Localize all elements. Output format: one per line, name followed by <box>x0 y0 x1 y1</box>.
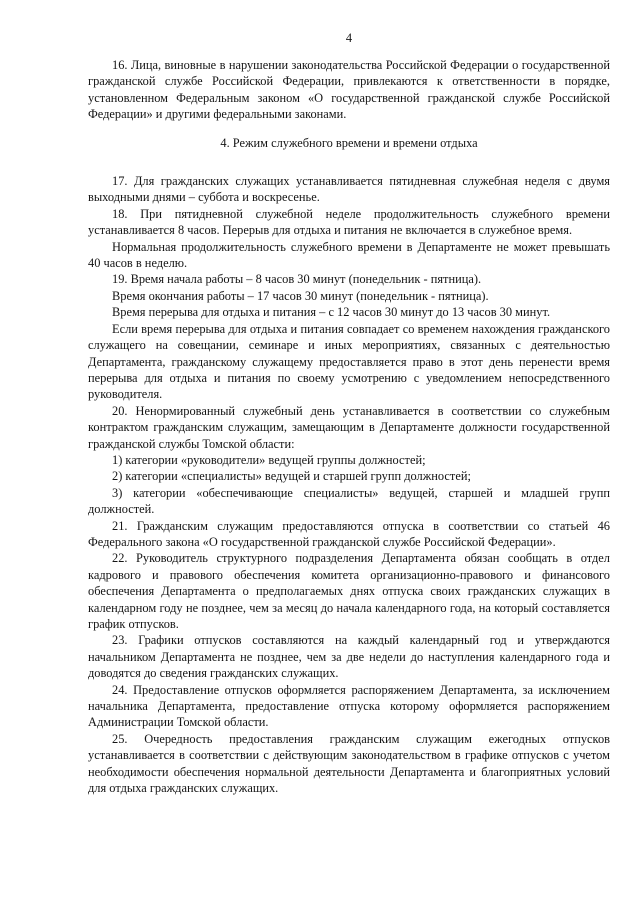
page-number: 4 <box>345 31 353 45</box>
paragraph-22: 22. Руководитель структурного подразделения Департамента обязан сообщать в отдел кадрового и правового обеспечения комитета организационно-правового и финансового обеспечения Департамента о предполагаемых днях отпуска своих гражданских служащих в календарном году не позднее, чем за месяц до начала календарного года, на который составляется график отпусков. <box>88 551 610 631</box>
paragraph-19-start-time: 19. Время начала работы – 8 часов 30 минут (понедельник - пятница). <box>112 272 482 287</box>
paragraph-20: 20. Ненормированный служебный день устанавливается в соответствии со служебным контрактом гражданским служащим, замещающим в Департаменте должности государственной гражданской службы Томской области: <box>88 403 610 451</box>
paragraph-17: 17. Для гражданских служащих устанавливается пятидневная служебная неделя с двумя выходными днями – суббота и воскресенье. <box>88 174 610 205</box>
paragraph-18: 18. При пятидневной служебной неделе продолжительность служебного времени устанавливается 8 часов. Перерыв для отдыха и питания не включается в служебное время. <box>88 206 610 238</box>
list-item-1: 1) категории «руководители» ведущей группы должностей; <box>112 452 426 467</box>
paragraph-16: 16. Лица, виновные в нарушении законодательства Российской Федерации о государственной гражданской службе Российской Федерации, привлекаются к ответственности в порядке, установленном Федеральным законом «О государственной гражданской службе Российской Федерации» и другими федеральными законами. <box>88 58 610 122</box>
paragraph-25: 25. Очередность предоставления гражданским служащим ежегодных отпусков устанавливается в соответствии с действующим законодательством в графике отпусков с учетом необходимости обеспечения нормальной деятельности Департамента и благоприятных условий для отдыха гражданских служащих. <box>88 731 610 796</box>
paragraph-23: 23. Графики отпусков составляются на каждый календарный год и утверждаются начальником Департамента не позднее, чем за две недели до наступления календарного года и доводятся до сведения гражданских служащих. <box>88 633 610 681</box>
document-page <box>88 30 610 796</box>
section-body <box>88 173 610 796</box>
paragraph-21: 21. Гражданским служащим предоставляются отпуска в соответствии со статьей 46 Федерального закона «О государственной гражданской службе Российской Федерации». <box>88 518 610 549</box>
paragraph-24: 24. Предоставление отпусков оформляется распоряжением Департамента, за исключением начальника Департамента, предоставление отпуска которому оформляется распоряжением Администрации Томской области. <box>88 682 610 730</box>
paragraph-break-transfer: Если время перерыва для отдыха и питания совпадает со временем нахождения гражданского служащего на совещании, семинаре и иных мероприятиях, связанных с деятельностью Департамента, гражданскому служащему предоставляется право в этот день перенести время перерыва для отдыха и питания по своему усмотрению с уведомлением непосредственного руководителя. <box>88 321 610 402</box>
paragraph-end-time: Время окончания работы – 17 часов 30 минут (понедельник - пятница). <box>112 288 489 303</box>
paragraph-normal-duration: Нормальная продолжительность служебного времени в Департаменте не может превышать 40 часов в неделю. <box>88 239 610 271</box>
section-heading: 4. Режим служебного времени и времени отдыха <box>220 135 478 150</box>
paragraph-break-time: Время перерыва для отдыха и питания – с 12 часов 30 минут до 13 часов 30 минут. <box>112 305 551 320</box>
list-item-2: 2) категории «специалисты» ведущей и старшей групп должностей; <box>112 469 471 484</box>
list-item-3: 3) категории «обеспечивающие специалисты» ведущей, старшей и младшей групп должностей. <box>88 485 610 517</box>
